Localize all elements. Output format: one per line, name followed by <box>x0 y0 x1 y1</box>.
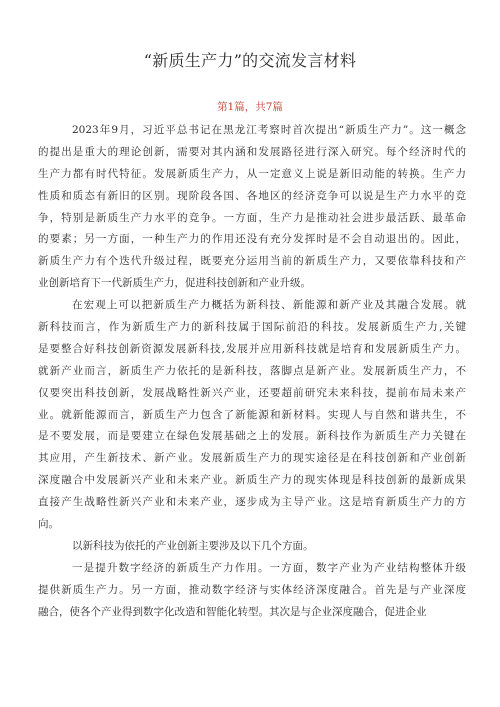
paragraph-line: 融合，使各个产业得到数字化改造和智能化转型。其次是与企业深度融合，促进企业 <box>38 605 427 618</box>
paragraph-line: 其应用，产生新技术、新产业。发展新质生产力的现实途径是在科技创新和产业创新 <box>38 452 466 465</box>
paragraph <box>38 120 466 295</box>
paragraph-line: 新质生产力有个迭代升级过程，既要充分运用当前的新质生产力，又要依靠科技和产 <box>38 255 466 268</box>
paragraph-line: 的要素；另一方面，一种生产力的作用还没有充分发挥时是不会自动退出的。因此， <box>38 233 466 246</box>
paragraph-line: 争，特别是新质生产力水平的竞争。一方面，生产力是推动社会进步最活跃、最革命 <box>38 211 466 224</box>
paragraph-line: 在宏观上可以把新质生产力概括为新科技、新能源和新产业及其融合发展。就 <box>72 299 466 312</box>
paragraph-line: 是不要发展，而是要建立在绿色发展基础之上的发展。新科技作为新质生产力关键在 <box>38 430 466 443</box>
document-title: “新质生产力”的交流发言材料 <box>143 51 357 70</box>
paragraph-line: 性质和质态有新旧的区别。现阶段各国、各地区的经济竞争可以说是生产力水平的竞 <box>38 189 466 202</box>
paragraph-line: 是要整合好科技创新资源发展新科技,发展并应用新科技就是培育和发展新质生产力。 <box>38 342 466 355</box>
paragraph-line: 提供新质生产力。另一方面，推动数字经济与实体经济深度融合。首先是与产业深度 <box>38 583 466 596</box>
paragraph <box>38 558 466 624</box>
document-body <box>38 120 466 623</box>
part-heading: 第1篇，共7篇 <box>217 101 283 113</box>
paragraph-line: 向。 <box>38 518 59 531</box>
paragraph-line: 新科技而言，作为新质生产力的新科技属于国际前沿的科技。发展新质生产力,关键 <box>38 321 466 334</box>
paragraph <box>38 295 466 536</box>
paragraph-line: 业创新培育下一代新质生产力，促进科技创新和产业升级。 <box>38 277 311 290</box>
paragraph-line: 生产力都有时代特征。发展新质生产力，从一定意义上说是新旧动能的转换。生产力 <box>38 167 466 180</box>
paragraph-line: 就新产业而言，新质生产力依托的是新科技，落脚点是新产业。发展新质生产力，不 <box>38 364 466 377</box>
paragraph-line: 仅要突出科技创新，发展战略性新兴产业，还要超前研究未来科技，提前布局未来产 <box>38 386 466 399</box>
paragraph <box>38 536 466 558</box>
paragraph-line: 深度融合中发展新兴产业和未来产业。新质生产力的现实体现是科技创新的最新成果 <box>38 474 466 487</box>
paragraph-line: 一是提升数字经济的新质生产力作用。一方面，数字产业为产业结构整体升级 <box>72 561 466 574</box>
paragraph-line: 直接产生战略性新兴产业和未来产业，逐步成为主导产业。这是培育新质生产力的方 <box>38 496 466 509</box>
paragraph-line: 的提出是重大的理论创新，需要对其内涵和发展路径进行深入研究。每个经济时代的 <box>38 145 466 158</box>
paragraph-line: 业。就新能源而言，新质生产力包含了新能源和新材料。实现人与自然和谐共生，不 <box>38 408 466 421</box>
paragraph-line: 以新科技为依托的产业创新主要涉及以下几个方面。 <box>72 539 314 552</box>
paragraph-line: 2023年9月，习近平总书记在黑龙江考察时首次提出“新质生产力”。这一概念 <box>72 124 466 136</box>
